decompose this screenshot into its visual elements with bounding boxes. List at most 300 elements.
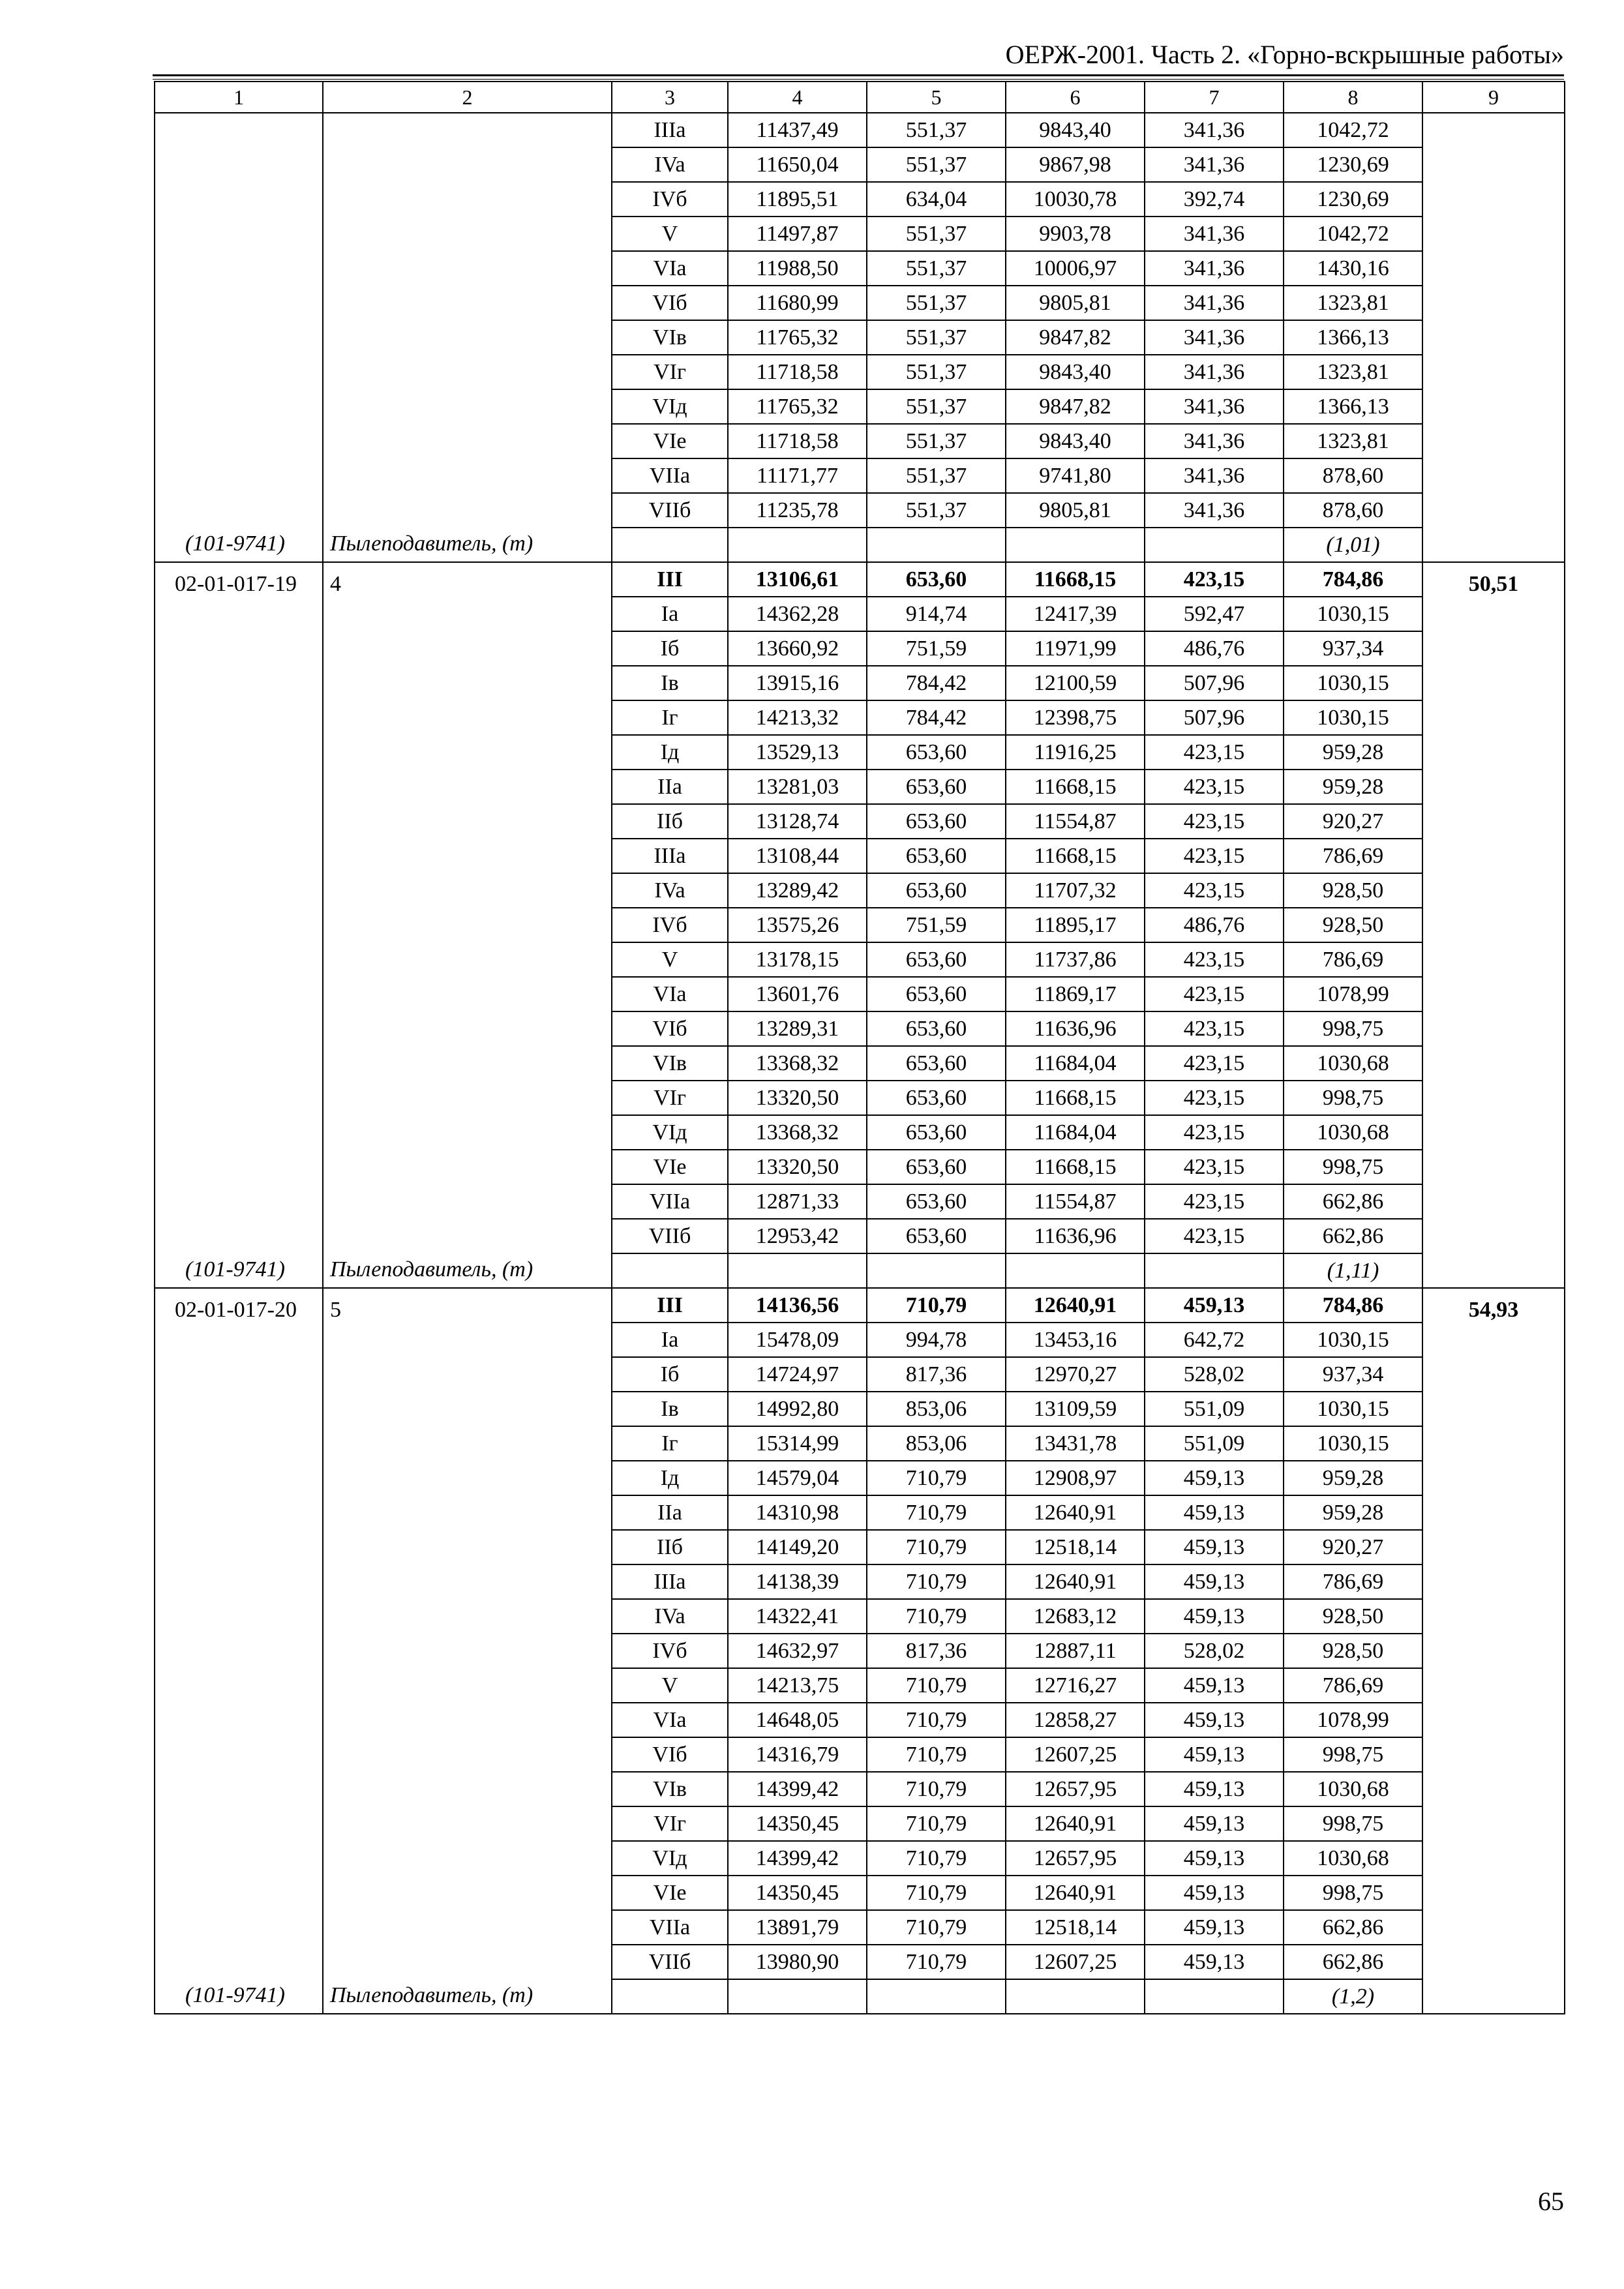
value-cell: 11971,99	[1006, 631, 1145, 666]
region-class-cell: VIe	[612, 1876, 728, 1910]
region-class-cell: VIIб	[612, 1945, 728, 1979]
value-cell: 710,79	[867, 1530, 1006, 1564]
value-cell: 12716,27	[1006, 1668, 1145, 1703]
value-cell: 14136,56	[728, 1288, 867, 1323]
region-class-cell: VIe	[612, 424, 728, 458]
page-number: 65	[1538, 2187, 1564, 2216]
value-cell: 1030,15	[1284, 1392, 1422, 1426]
value-cell: 9741,80	[1006, 458, 1145, 493]
region-class-cell: Iг	[612, 700, 728, 735]
value-cell: 710,79	[867, 1945, 1006, 1979]
region-class-cell: IIa	[612, 770, 728, 804]
region-class-cell: VIг	[612, 1806, 728, 1841]
region-class-cell: VIв	[612, 320, 728, 355]
value-cell: 959,28	[1284, 1495, 1422, 1530]
value-cell: 1030,15	[1284, 1323, 1422, 1357]
value-cell: 11869,17	[1006, 977, 1145, 1011]
value-cell: 1030,15	[1284, 700, 1422, 735]
value-cell: 653,60	[867, 1046, 1006, 1081]
value-cell: 9843,40	[1006, 424, 1145, 458]
column-number: 1	[155, 82, 323, 113]
rate-code-cell	[155, 113, 323, 562]
value-cell: 11988,50	[728, 251, 867, 286]
value-cell: 1323,81	[1284, 424, 1422, 458]
column-number: 9	[1422, 82, 1565, 113]
value-cell: 12887,11	[1006, 1634, 1145, 1668]
region-class-cell: VIг	[612, 355, 728, 389]
value-cell: 459,13	[1145, 1876, 1284, 1910]
region-class-cell: VIд	[612, 1841, 728, 1876]
value-cell: 653,60	[867, 1150, 1006, 1184]
value-cell: 9843,40	[1006, 355, 1145, 389]
value-cell: 551,09	[1145, 1392, 1284, 1426]
value-cell: 1366,13	[1284, 389, 1422, 424]
value-cell: 12607,25	[1006, 1945, 1145, 1979]
value-cell: 1430,16	[1284, 251, 1422, 286]
value-cell: 13368,32	[728, 1046, 867, 1081]
value-cell: 423,15	[1145, 1219, 1284, 1253]
value-cell: 423,15	[1145, 1081, 1284, 1115]
region-class-cell: VIб	[612, 1011, 728, 1046]
value-cell: 14579,04	[728, 1461, 867, 1495]
column-number: 5	[867, 82, 1006, 113]
value-cell: 9843,40	[1006, 113, 1145, 147]
value-cell: 341,36	[1145, 113, 1284, 147]
value-cell: 1030,68	[1284, 1115, 1422, 1150]
value-cell: 11684,04	[1006, 1046, 1145, 1081]
value-cell: 937,34	[1284, 1357, 1422, 1392]
resource-name: Пылеподавитель, (т)	[330, 1983, 534, 2007]
value-cell: 10006,97	[1006, 251, 1145, 286]
value-cell: 486,76	[1145, 908, 1284, 942]
value-cell: 11636,96	[1006, 1219, 1145, 1253]
value-cell: 786,69	[1284, 1668, 1422, 1703]
empty-cell	[867, 1979, 1006, 2014]
value-cell: 9903,78	[1006, 217, 1145, 251]
value-cell: 14724,97	[728, 1357, 867, 1392]
region-class-cell: V	[612, 1668, 728, 1703]
page-header-title: ОЕРЖ-2001. Часть 2. «Горно-вскрышные работы»	[1005, 40, 1564, 69]
value-cell: 13601,76	[728, 977, 867, 1011]
value-cell: 14399,42	[728, 1841, 867, 1876]
total-value: 50,51	[1468, 572, 1519, 596]
value-cell: 341,36	[1145, 217, 1284, 251]
value-cell: 786,69	[1284, 942, 1422, 977]
value-cell: 13529,13	[728, 735, 867, 770]
value-cell: 653,60	[867, 1219, 1006, 1253]
value-cell: 11668,15	[1006, 1150, 1145, 1184]
value-cell: 551,09	[1145, 1426, 1284, 1461]
value-cell: 710,79	[867, 1599, 1006, 1634]
value-cell: 14648,05	[728, 1703, 867, 1737]
rate-code: 02-01-017-20	[175, 1298, 297, 1322]
value-cell: 13281,03	[728, 770, 867, 804]
value-cell: 14350,45	[728, 1876, 867, 1910]
value-cell: 13128,74	[728, 804, 867, 839]
total-value: 54,93	[1468, 1298, 1519, 1322]
value-cell: 459,13	[1145, 1841, 1284, 1876]
value-cell: 1323,81	[1284, 355, 1422, 389]
value-cell: 392,74	[1145, 182, 1284, 217]
value-cell: 998,75	[1284, 1806, 1422, 1841]
value-cell: 459,13	[1145, 1772, 1284, 1806]
value-cell: 1078,99	[1284, 977, 1422, 1011]
value-cell: 662,86	[1284, 1184, 1422, 1219]
resource-code: (101-9741)	[185, 1257, 285, 1281]
value-cell: 998,75	[1284, 1081, 1422, 1115]
value-cell: 341,36	[1145, 458, 1284, 493]
value-cell: 11171,77	[728, 458, 867, 493]
total-cell	[1422, 113, 1565, 562]
value-cell: 459,13	[1145, 1703, 1284, 1737]
value-cell: 341,36	[1145, 147, 1284, 182]
value-cell: 12858,27	[1006, 1703, 1145, 1737]
value-cell: 507,96	[1145, 666, 1284, 700]
empty-cell	[867, 528, 1006, 562]
resource-name: Пылеподавитель, (т)	[330, 531, 534, 556]
value-cell: 710,79	[867, 1910, 1006, 1945]
value-cell: 12657,95	[1006, 1841, 1145, 1876]
value-cell: 817,36	[867, 1357, 1006, 1392]
value-cell: 10030,78	[1006, 182, 1145, 217]
column-number: 3	[612, 82, 728, 113]
column-number: 6	[1006, 82, 1145, 113]
value-cell: 423,15	[1145, 1011, 1284, 1046]
value-cell: 784,42	[867, 666, 1006, 700]
rate-number: 5	[330, 1298, 341, 1322]
value-cell: 13106,61	[728, 562, 867, 597]
region-class-cell: VIд	[612, 389, 728, 424]
value-cell: 459,13	[1145, 1530, 1284, 1564]
value-cell: 12657,95	[1006, 1772, 1145, 1806]
region-class-cell: IIIa	[612, 1564, 728, 1599]
value-cell: 1030,15	[1284, 597, 1422, 631]
value-cell: 11765,32	[728, 320, 867, 355]
resource-code: (101-9741)	[185, 1983, 285, 2007]
value-cell: 551,37	[867, 458, 1006, 493]
value-cell: 11718,58	[728, 355, 867, 389]
value-cell: 653,60	[867, 1081, 1006, 1115]
value-cell: 12417,39	[1006, 597, 1145, 631]
value-cell: 1042,72	[1284, 113, 1422, 147]
value-cell: 1230,69	[1284, 147, 1422, 182]
column-number-row	[155, 82, 1565, 113]
value-cell: 710,79	[867, 1772, 1006, 1806]
value-cell: 592,47	[1145, 597, 1284, 631]
value-cell: 11497,87	[728, 217, 867, 251]
value-cell: 13289,31	[728, 1011, 867, 1046]
region-class-cell: VIг	[612, 1081, 728, 1115]
value-cell: 341,36	[1145, 424, 1284, 458]
value-cell: 9805,81	[1006, 493, 1145, 528]
value-cell: 653,60	[867, 562, 1006, 597]
value-cell: 9805,81	[1006, 286, 1145, 320]
value-cell: 12640,91	[1006, 1806, 1145, 1841]
value-cell: 551,37	[867, 113, 1006, 147]
region-class-cell: VIв	[612, 1772, 728, 1806]
value-cell: 786,69	[1284, 839, 1422, 873]
value-cell: 959,28	[1284, 770, 1422, 804]
empty-cell	[1145, 1253, 1284, 1288]
region-class-cell: VIв	[612, 1046, 728, 1081]
header-rule-thin	[153, 79, 1564, 80]
value-cell: 653,60	[867, 735, 1006, 770]
value-cell: 13108,44	[728, 839, 867, 873]
value-cell: 551,37	[867, 389, 1006, 424]
value-cell: 12640,91	[1006, 1564, 1145, 1599]
region-class-cell: IVб	[612, 182, 728, 217]
region-class-cell: VIIa	[612, 1910, 728, 1945]
value-cell: 11737,86	[1006, 942, 1145, 977]
region-class-cell: VIa	[612, 977, 728, 1011]
empty-cell	[612, 1253, 728, 1288]
value-cell: 710,79	[867, 1495, 1006, 1530]
value-cell: 14213,32	[728, 700, 867, 735]
value-cell: 11554,87	[1006, 804, 1145, 839]
value-cell: 13320,50	[728, 1150, 867, 1184]
empty-cell	[612, 1979, 728, 2014]
rate-name-cell	[323, 1288, 612, 2014]
value-cell: 11707,32	[1006, 873, 1145, 908]
value-cell: 653,60	[867, 1011, 1006, 1046]
value-cell: 341,36	[1145, 493, 1284, 528]
region-class-cell: VIб	[612, 286, 728, 320]
value-cell: 341,36	[1145, 320, 1284, 355]
region-class-cell: VIe	[612, 1150, 728, 1184]
value-cell: 15478,09	[728, 1323, 867, 1357]
value-cell: 486,76	[1145, 631, 1284, 666]
value-cell: 662,86	[1284, 1945, 1422, 1979]
value-cell: 1366,13	[1284, 320, 1422, 355]
empty-cell	[728, 1253, 867, 1288]
region-class-cell: VIIб	[612, 493, 728, 528]
region-class-cell: VIa	[612, 1703, 728, 1737]
total-cell	[1422, 562, 1565, 1288]
value-cell: 998,75	[1284, 1737, 1422, 1772]
region-class-cell: V	[612, 217, 728, 251]
value-cell: 13109,59	[1006, 1392, 1145, 1426]
value-cell: 12100,59	[1006, 666, 1145, 700]
value-cell: 423,15	[1145, 1184, 1284, 1219]
region-class-cell: Iд	[612, 735, 728, 770]
value-cell: 11680,99	[728, 286, 867, 320]
region-class-cell: VIб	[612, 1737, 728, 1772]
value-cell: 14399,42	[728, 1772, 867, 1806]
region-class-cell: Iб	[612, 1357, 728, 1392]
value-cell: 12640,91	[1006, 1288, 1145, 1323]
value-cell: 423,15	[1145, 977, 1284, 1011]
value-cell: 12640,91	[1006, 1495, 1145, 1530]
value-cell: 9847,82	[1006, 389, 1145, 424]
column-number: 7	[1145, 82, 1284, 113]
value-cell: 1230,69	[1284, 182, 1422, 217]
value-cell: 423,15	[1145, 1046, 1284, 1081]
rate-code: 02-01-017-19	[175, 572, 297, 596]
region-class-cell: IIa	[612, 1495, 728, 1530]
region-class-cell: Iд	[612, 1461, 728, 1495]
value-cell: 1030,15	[1284, 666, 1422, 700]
value-cell: 998,75	[1284, 1150, 1422, 1184]
value-cell: 13453,16	[1006, 1323, 1145, 1357]
region-class-cell: Iг	[612, 1426, 728, 1461]
value-cell: 653,60	[867, 977, 1006, 1011]
value-cell: 878,60	[1284, 493, 1422, 528]
value-cell: 423,15	[1145, 804, 1284, 839]
value-cell: 928,50	[1284, 1634, 1422, 1668]
empty-cell	[1006, 1253, 1145, 1288]
consumption-coefficient: (1,01)	[1284, 528, 1422, 562]
price-table-body	[155, 82, 1565, 2014]
region-class-cell: VIIa	[612, 458, 728, 493]
value-cell: 13980,90	[728, 1945, 867, 1979]
value-cell: 784,86	[1284, 562, 1422, 597]
value-cell: 14322,41	[728, 1599, 867, 1634]
value-cell: 423,15	[1145, 839, 1284, 873]
value-cell: 13915,16	[728, 666, 867, 700]
table-row	[155, 562, 1565, 597]
value-cell: 11718,58	[728, 424, 867, 458]
value-cell: 11684,04	[1006, 1115, 1145, 1150]
region-class-cell: VIIa	[612, 1184, 728, 1219]
empty-cell	[1145, 1979, 1284, 2014]
value-cell: 459,13	[1145, 1288, 1284, 1323]
value-cell: 459,13	[1145, 1737, 1284, 1772]
value-cell: 551,37	[867, 217, 1006, 251]
value-cell: 459,13	[1145, 1564, 1284, 1599]
value-cell: 1030,15	[1284, 1426, 1422, 1461]
value-cell: 928,50	[1284, 908, 1422, 942]
value-cell: 12908,97	[1006, 1461, 1145, 1495]
value-cell: 459,13	[1145, 1495, 1284, 1530]
value-cell: 551,37	[867, 286, 1006, 320]
value-cell: 937,34	[1284, 631, 1422, 666]
region-class-cell: VIд	[612, 1115, 728, 1150]
column-number: 4	[728, 82, 867, 113]
value-cell: 13178,15	[728, 942, 867, 977]
value-cell: 13368,32	[728, 1115, 867, 1150]
region-class-cell: IVб	[612, 908, 728, 942]
rate-number: 4	[330, 572, 341, 596]
region-class-cell: IIIa	[612, 113, 728, 147]
region-class-cell: III	[612, 1288, 728, 1323]
value-cell: 1042,72	[1284, 217, 1422, 251]
value-cell: 928,50	[1284, 873, 1422, 908]
value-cell: 423,15	[1145, 1150, 1284, 1184]
value-cell: 653,60	[867, 804, 1006, 839]
value-cell: 13289,42	[728, 873, 867, 908]
value-cell: 423,15	[1145, 1115, 1284, 1150]
region-class-cell: V	[612, 942, 728, 977]
value-cell: 14138,39	[728, 1564, 867, 1599]
value-cell: 11765,32	[728, 389, 867, 424]
value-cell: 710,79	[867, 1876, 1006, 1910]
value-cell: 11668,15	[1006, 562, 1145, 597]
price-table	[154, 81, 1565, 2014]
value-cell: 710,79	[867, 1564, 1006, 1599]
value-cell: 710,79	[867, 1841, 1006, 1876]
value-cell: 14149,20	[728, 1530, 867, 1564]
value-cell: 959,28	[1284, 735, 1422, 770]
value-cell: 928,50	[1284, 1599, 1422, 1634]
value-cell: 710,79	[867, 1806, 1006, 1841]
value-cell: 341,36	[1145, 286, 1284, 320]
value-cell: 551,37	[867, 424, 1006, 458]
table-row	[155, 113, 1565, 147]
value-cell: 653,60	[867, 839, 1006, 873]
rate-code-cell	[155, 1288, 323, 2014]
value-cell: 12640,91	[1006, 1876, 1145, 1910]
value-cell: 12953,42	[728, 1219, 867, 1253]
value-cell: 14310,98	[728, 1495, 867, 1530]
value-cell: 998,75	[1284, 1011, 1422, 1046]
value-cell: 710,79	[867, 1288, 1006, 1323]
value-cell: 551,37	[867, 320, 1006, 355]
value-cell: 423,15	[1145, 735, 1284, 770]
value-cell: 12970,27	[1006, 1357, 1145, 1392]
column-number: 2	[323, 82, 612, 113]
table-row	[155, 1288, 1565, 1323]
empty-cell	[728, 1979, 867, 2014]
resource-code: (101-9741)	[185, 531, 285, 556]
value-cell: 1030,68	[1284, 1772, 1422, 1806]
value-cell: 551,37	[867, 493, 1006, 528]
region-class-cell: VIa	[612, 251, 728, 286]
value-cell: 12683,12	[1006, 1599, 1145, 1634]
value-cell: 710,79	[867, 1668, 1006, 1703]
value-cell: 11668,15	[1006, 1081, 1145, 1115]
value-cell: 13575,26	[728, 908, 867, 942]
empty-cell	[867, 1253, 1006, 1288]
rate-name-cell	[323, 113, 612, 562]
consumption-coefficient: (1,2)	[1284, 1979, 1422, 2014]
value-cell: 11895,51	[728, 182, 867, 217]
value-cell: 12518,14	[1006, 1530, 1145, 1564]
value-cell: 14316,79	[728, 1737, 867, 1772]
empty-cell	[1145, 528, 1284, 562]
value-cell: 751,59	[867, 908, 1006, 942]
value-cell: 14632,97	[728, 1634, 867, 1668]
value-cell: 11916,25	[1006, 735, 1145, 770]
region-class-cell: IIIa	[612, 839, 728, 873]
value-cell: 11235,78	[728, 493, 867, 528]
column-number: 8	[1284, 82, 1422, 113]
value-cell: 423,15	[1145, 770, 1284, 804]
value-cell: 784,86	[1284, 1288, 1422, 1323]
value-cell: 459,13	[1145, 1599, 1284, 1634]
value-cell: 13891,79	[728, 1910, 867, 1945]
region-class-cell: IIб	[612, 804, 728, 839]
value-cell: 423,15	[1145, 942, 1284, 977]
value-cell: 11650,04	[728, 147, 867, 182]
value-cell: 11668,15	[1006, 770, 1145, 804]
region-class-cell: IVa	[612, 147, 728, 182]
value-cell: 459,13	[1145, 1910, 1284, 1945]
value-cell: 459,13	[1145, 1945, 1284, 1979]
value-cell: 341,36	[1145, 389, 1284, 424]
value-cell: 528,02	[1145, 1634, 1284, 1668]
value-cell: 14362,28	[728, 597, 867, 631]
value-cell: 1030,68	[1284, 1046, 1422, 1081]
value-cell: 634,04	[867, 182, 1006, 217]
value-cell: 551,37	[867, 355, 1006, 389]
value-cell: 12398,75	[1006, 700, 1145, 735]
value-cell: 459,13	[1145, 1806, 1284, 1841]
value-cell: 1323,81	[1284, 286, 1422, 320]
rate-name-cell	[323, 562, 612, 1288]
region-class-cell: IVб	[612, 1634, 728, 1668]
value-cell: 13431,78	[1006, 1426, 1145, 1461]
region-class-cell: III	[612, 562, 728, 597]
